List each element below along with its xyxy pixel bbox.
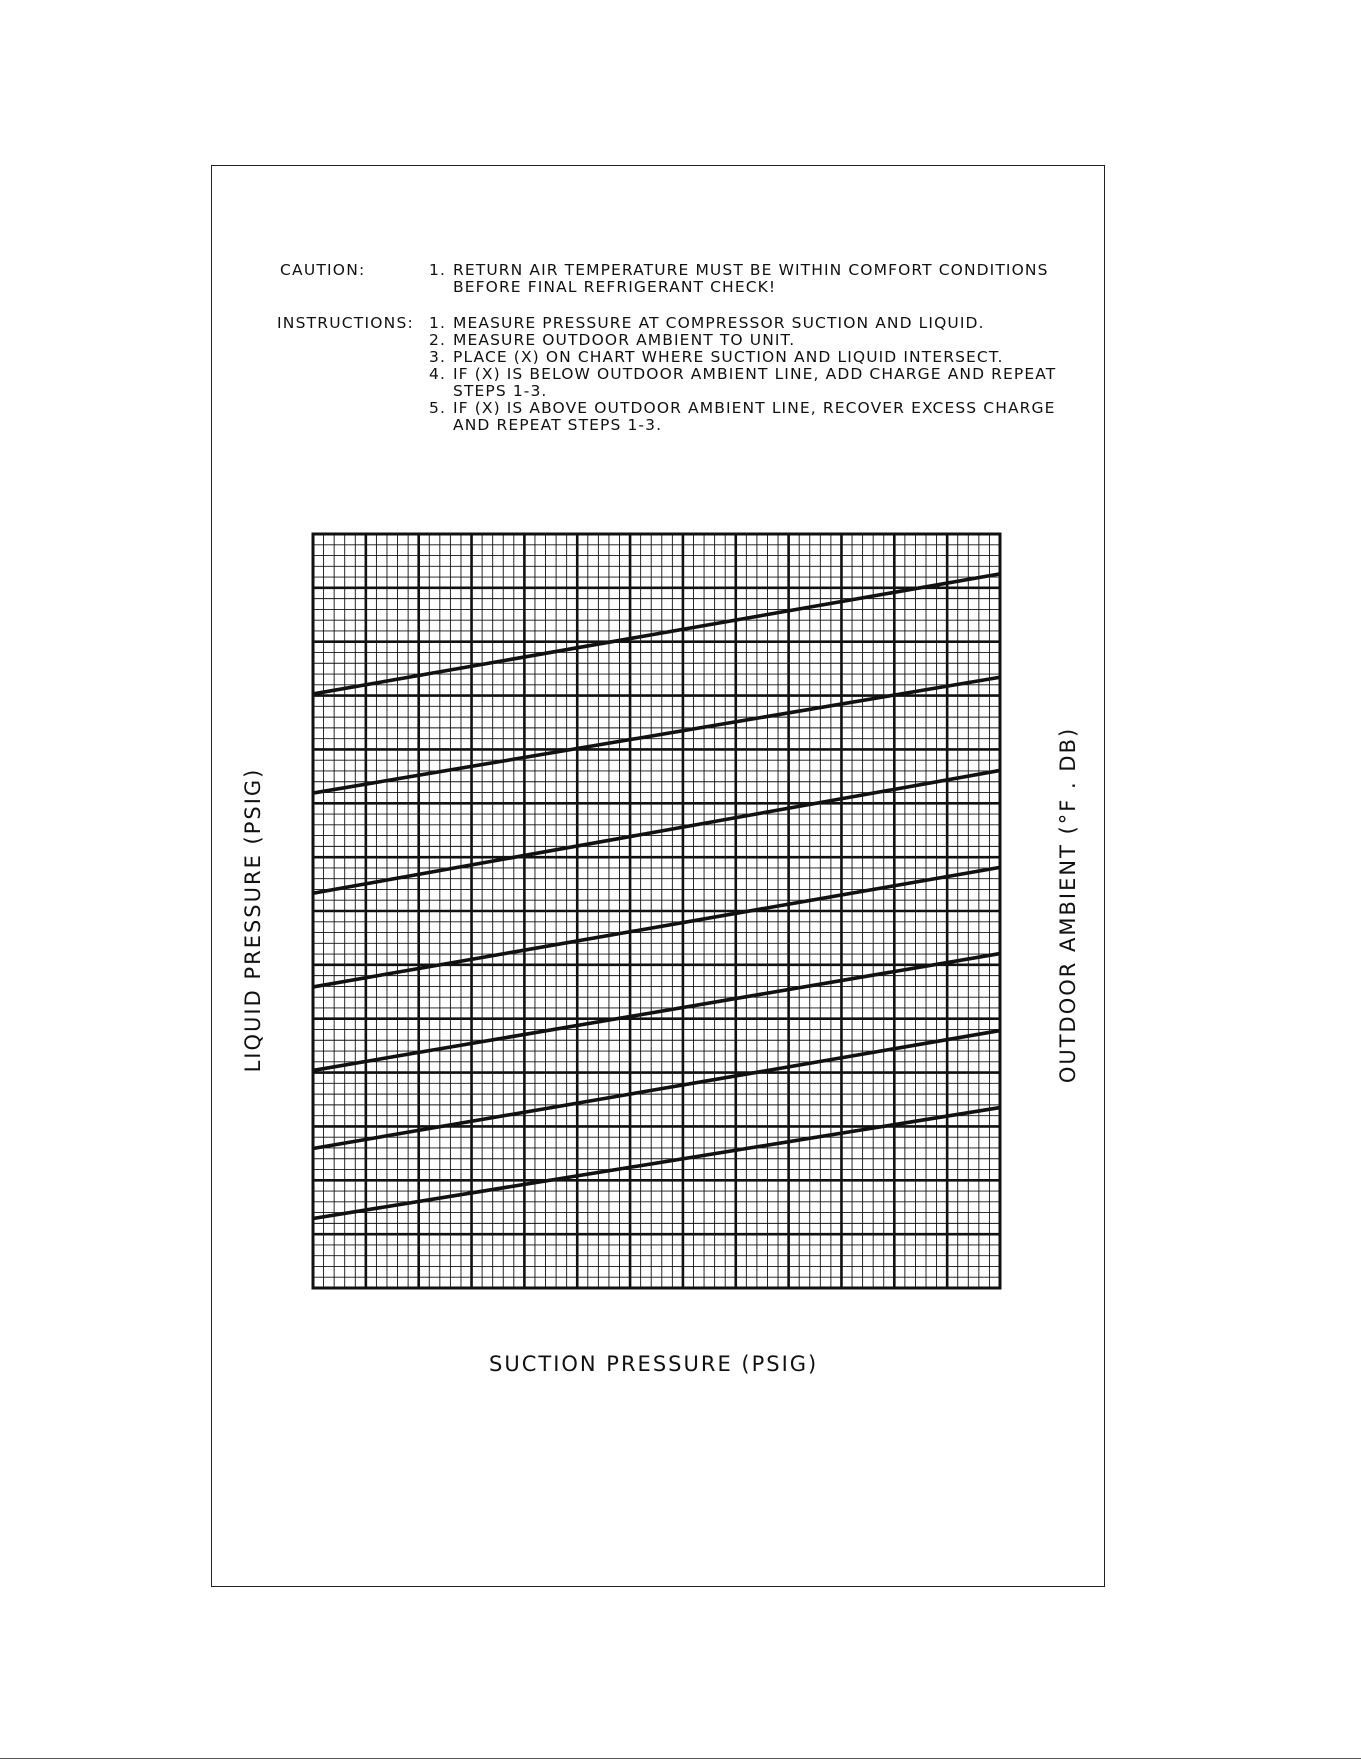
step-number: 2. — [429, 331, 446, 349]
ambient-lines — [313, 574, 1000, 1219]
caution-label: CAUTION: — [280, 261, 366, 279]
step-number: 3. — [429, 348, 446, 366]
ambient-line-3 — [313, 770, 1000, 893]
caution-item-text: RETURN AIR TEMPERATURE MUST BE WITHIN COMFORT CONDITIONS — [453, 261, 1049, 279]
ambient-line-4 — [313, 867, 1000, 987]
step-number: 4. — [429, 365, 446, 383]
instruction-step-4-continued: STEPS 1-3. — [453, 382, 548, 400]
step-number: 1. — [429, 314, 446, 332]
step-text: IF (X) IS BELOW OUTDOOR AMBIENT LINE, ADD CHARGE AND REPEAT — [453, 365, 1057, 383]
ambient-line-6 — [313, 1031, 1000, 1149]
y-axis-label: LIQUID PRESSURE (PSIG) — [241, 767, 265, 1073]
caution-item-1-continued: BEFORE FINAL REFRIGERANT CHECK! — [453, 278, 777, 296]
major-gridlines — [313, 534, 1000, 1288]
instruction-step-5-continued: AND REPEAT STEPS 1-3. — [453, 416, 663, 434]
bottom-rule — [0, 1758, 1361, 1759]
ambient-line-5 — [313, 954, 1000, 1071]
x-axis-label: SUCTION PRESSURE (PSIG) — [489, 1352, 819, 1376]
step-text: MEASURE OUTDOOR AMBIENT TO UNIT. — [453, 331, 796, 349]
step-text: IF (X) IS ABOVE OUTDOOR AMBIENT LINE, RECOVER EXCESS CHARGE — [453, 399, 1056, 417]
caution-item-number: 1. — [429, 261, 446, 279]
step-text: PLACE (X) ON CHART WHERE SUCTION AND LIQUID INTERSECT. — [453, 348, 1004, 366]
instructions-label: INSTRUCTIONS: — [277, 314, 414, 332]
step-text: MEASURE PRESSURE AT COMPRESSOR SUCTION AND LIQUID. — [453, 314, 985, 332]
ambient-line-1 — [313, 574, 1000, 694]
step-number: 5. — [429, 399, 446, 417]
secondary-y-axis-label: OUTDOOR AMBIENT (°F . DB) — [1056, 726, 1080, 1084]
